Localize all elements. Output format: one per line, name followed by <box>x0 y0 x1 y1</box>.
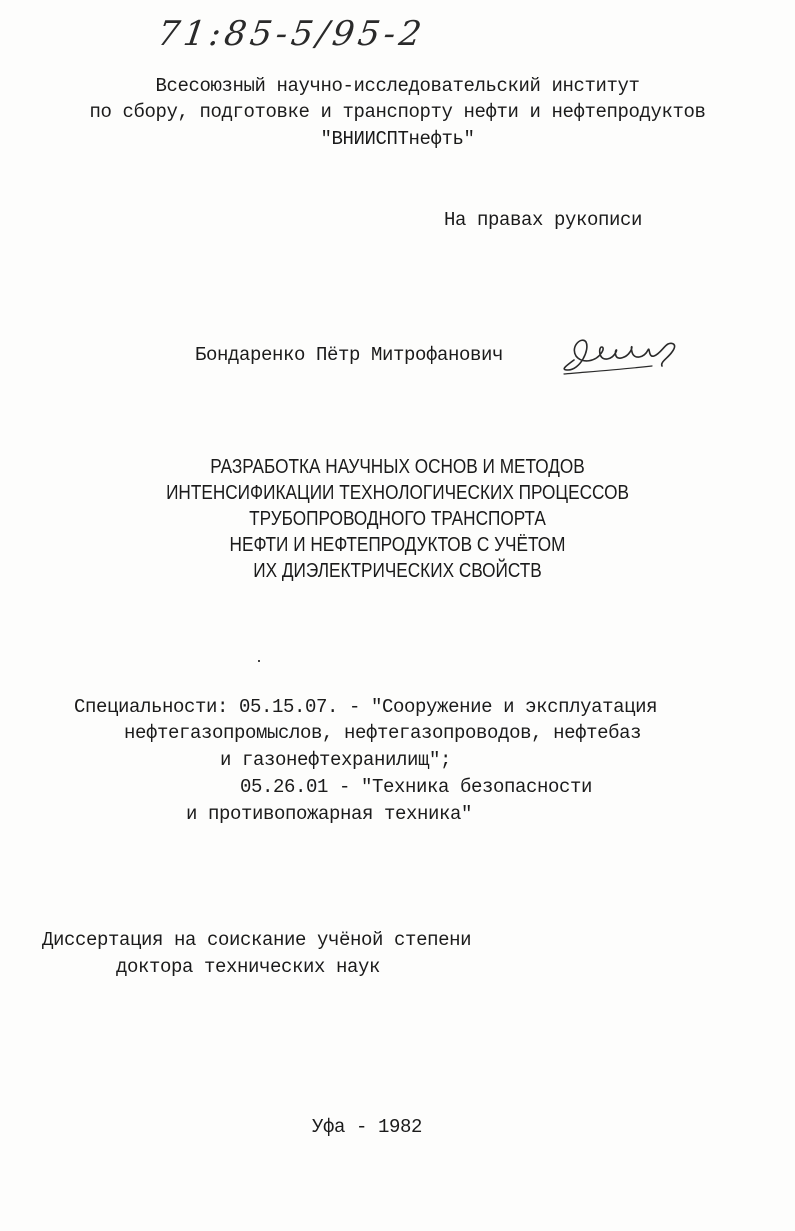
title-line-5: ИХ ДИЭЛЕКТРИЧЕСКИХ СВОЙСТВ <box>253 560 542 582</box>
institute-line-1: Всесоюзный научно-исследовательский институт <box>155 75 640 97</box>
title-line-4: НЕФТИ И НЕФТЕПРОДУКТОВ С УЧЁТОМ <box>229 534 566 556</box>
specialties-line-1: Специальности: 05.15.07. - "Сооружение и эксплуатация <box>74 696 658 718</box>
dissertation-line-2: доктора технических наук <box>116 956 381 978</box>
specialties-line-2: нефтегазопромыслов, нефтегазопроводов, нефтебаз <box>124 722 642 744</box>
signature-image <box>556 330 686 378</box>
manuscript-rights: На правах рукописи <box>444 209 643 231</box>
author-name: Бондаренко Пётр Митрофанович <box>195 344 504 366</box>
title-line-2: ИНТЕНСИФИКАЦИИ ТЕХНОЛОГИЧЕСКИХ ПРОЦЕССОВ <box>166 482 629 504</box>
archive-code-handwritten: 71:85-5/95-2 <box>155 14 428 54</box>
institute-line-2: по сбору, подготовке и транспорту нефти и нефтепродуктов <box>89 101 706 123</box>
dissertation-line-1: Диссертация на соискание учёной степени <box>42 929 472 951</box>
institute-line-3: "ВНИИСПТнефть" <box>320 128 475 150</box>
specialties-line-4: 05.26.01 - "Техника безопасности <box>240 776 593 798</box>
place-year: Уфа - 1982 <box>312 1116 423 1138</box>
paper-speck <box>258 660 260 662</box>
specialties-line-5: и противопожарная техника" <box>186 803 473 825</box>
specialties-line-3: и газонефтехранилищ"; <box>220 749 452 771</box>
title-line-1: РАЗРАБОТКА НАУЧНЫХ ОСНОВ И МЕТОДОВ <box>210 456 585 478</box>
title-line-3: ТРУБОПРОВОДНОГО ТРАНСПОРТА <box>249 508 546 530</box>
